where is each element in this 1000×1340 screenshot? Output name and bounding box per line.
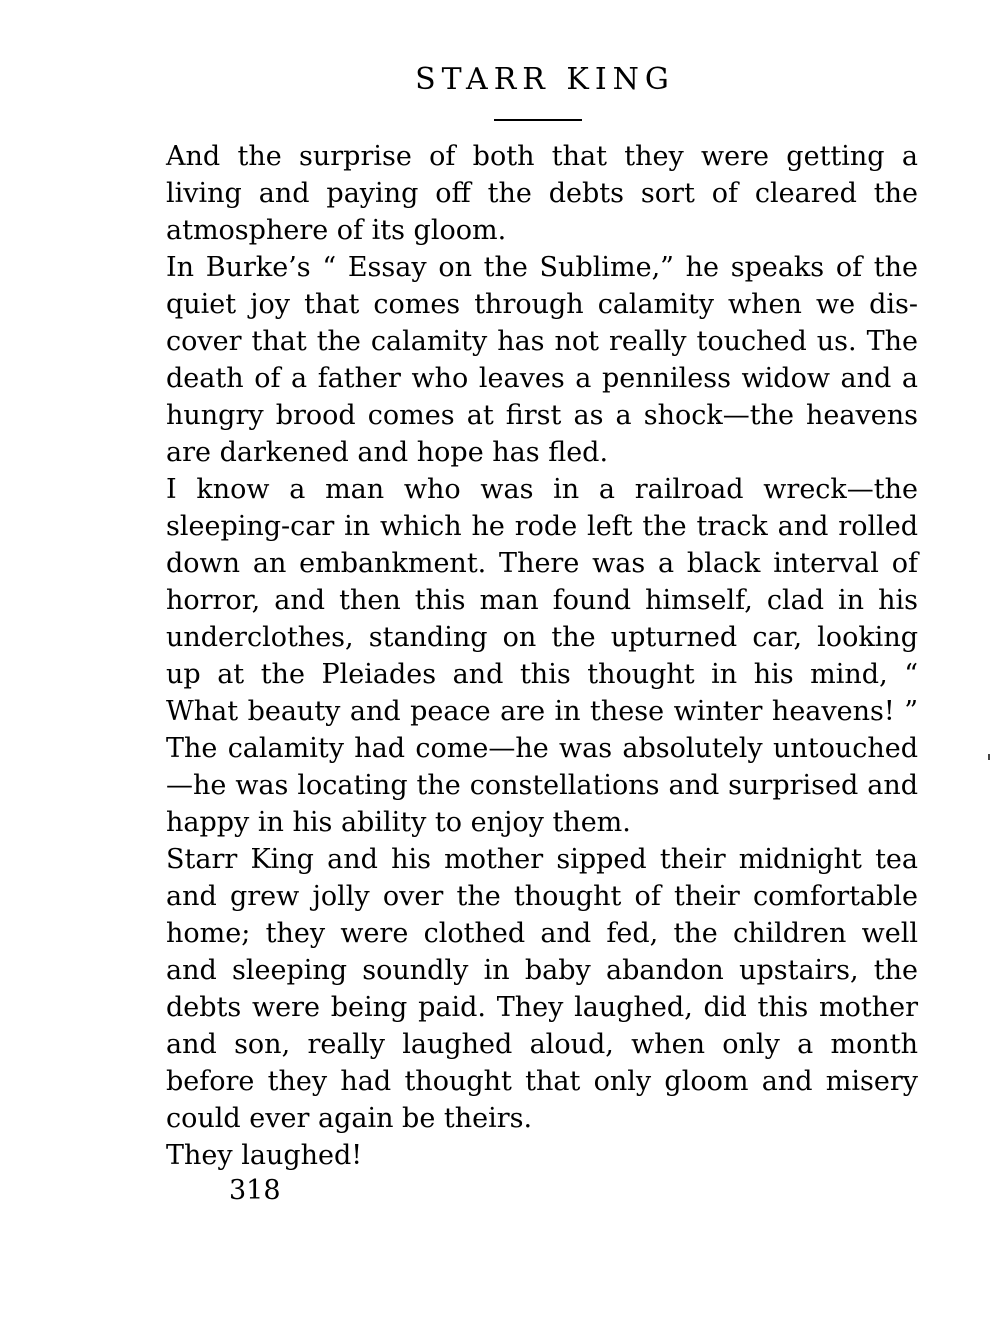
- paragraph-2: In Burke’s “ Essay on the Sublime,” he speaks of the quiet joy that comes through calamity when we discover that the calamity has not really touched us. The death of a father who leaves a penniless widow and a hungry brood comes at first as a shock—the heavens are darkened and hope has fled.: [166, 252, 918, 468]
- paragraph-4: Starr King and his mother sipped their midnight tea and grew jolly over the thought of their comfortable home; they were clothed and fed, the children well and sleeping soundly in baby abandon upstairs, the debts were being paid. They laughed, did this mother and son, really laughed aloud, when only a month before they had thought that only gloom and misery could ever again be theirs.: [166, 844, 918, 1134]
- paragraph-3: I know a man who was in a railroad wreck—the sleeping-car in which he rode left the track and rolled down an embankment. There was a black interval of horror, and then this man found himself, clad in his underclothes, standing on the upturned car, looking up at the Pleiades and this thought in his mind, “ What beauty and peace are in these winter heavens! ” The calamity had come—he was absolutely untouched—he was locating the constellations and surprised and happy in his ability to enjoy them.: [166, 474, 918, 838]
- paragraph-1: And the surprise of both that they were getting a living and paying off the debts sort of cleared the atmosphere of its gloom.: [166, 141, 918, 246]
- page-number: 318: [229, 1175, 281, 1206]
- text-block: [166, 138, 918, 1174]
- head-rule: [494, 119, 582, 121]
- paragraph-5: They laughed!: [166, 1140, 363, 1171]
- running-head: STARR KING: [415, 62, 675, 97]
- scan-speck: [988, 754, 990, 760]
